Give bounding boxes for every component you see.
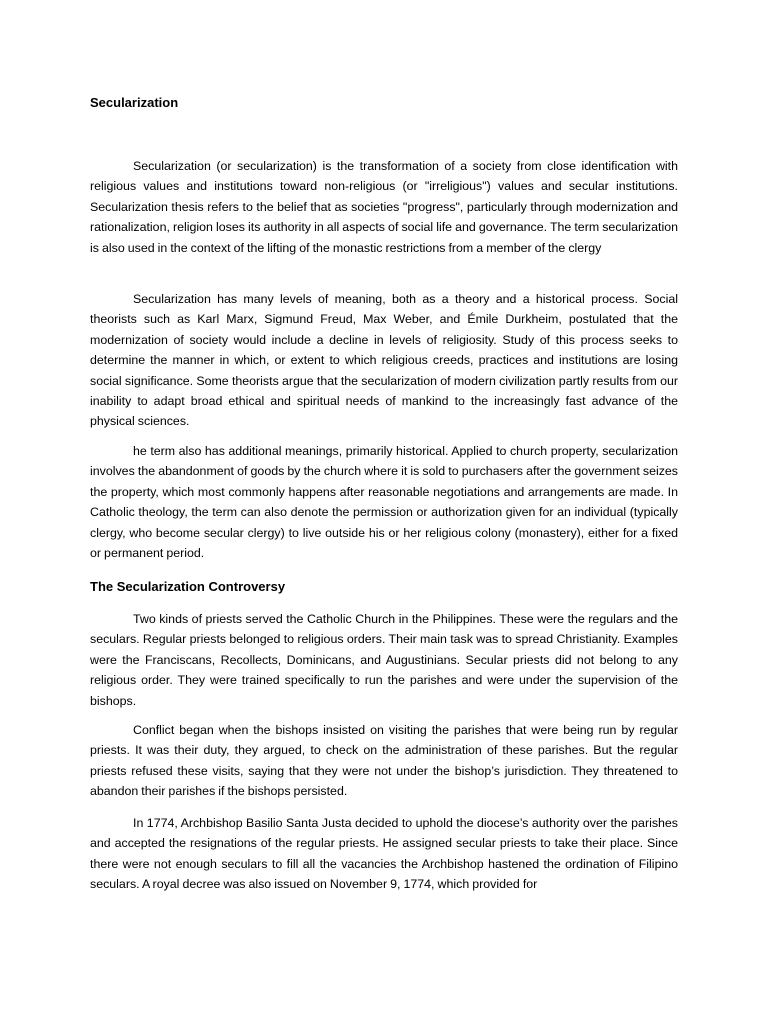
- paragraph-conflict: Conflict began when the bishops insisted on visiting the parishes that were being run by regular priests. It was their duty, they argued, to check on the administration of these parishes. But the regular priests refused these visits, saying that they were not under the bishop’s jurisdiction. They threatened to abandon their parishes if the bishops persisted.: [90, 723, 678, 799]
- paragraph-definition: Secularization (or secularization) is the transformation of a society from close identification with religious values and institutions toward non-religious (or "irreligious") values and secular institutions. Secularization thesis refers to the belief that as societies "progress", particularly through modernization and rationalization, religion loses its authority in all aspects of social life and governance. The term secularization is also used in the context of the lifting of the monastic restrictions from a member of the clergy: [90, 159, 678, 255]
- paragraph-levels-of-meaning: Secularization has many levels of meaning, both as a theory and a historical process. Social theorists such as Karl Marx, Sigmund Freud, Max Weber, and Émile Durkheim, postulated that the modernization of society would include a decline in levels of religiosity. Study of this process seeks to determine the manner in which, or extent to which religious creeds, practices and institutions are losing social significance. Some theorists argue that the secularization of modern civilization partly results from our inability to adapt broad ethical and spiritual needs of mankind to the increasingly fast advance of the physical sciences.: [90, 292, 678, 429]
- document-title: Secularization: [90, 95, 179, 110]
- section-heading: The Secularization Controversy: [90, 579, 286, 594]
- paragraph-1774-decision: In 1774, Archbishop Basilio Santa Justa decided to uphold the diocese’s authority over the parishes and accepted the resignations of the regular priests. He assigned secular priests to take their place. Since there were not enough seculars to fill all the vacancies the Archbishop hastened the ordination of Filipino seculars. A royal decree was also issued on November 9, 1774, which provided for: [90, 816, 678, 892]
- paragraph-additional-meanings: he term also has additional meanings, primarily historical. Applied to church property, secularization involves the abandonment of goods by the church where it is sold to purchasers after the government seizes the property, which most commonly happens after reasonable negotiations and arrangements are made. In Catholic theology, the term can also denote the permission or authorization given for an individual (typically clergy, who become secular clergy) to live outside his or her religious colony (monastery), either for a fixed or permanent period.: [90, 444, 678, 561]
- paragraph-two-kinds-of-priests: Two kinds of priests served the Catholic Church in the Philippines. These were the regulars and the seculars. Regular priests belonged to religious orders. Their main task was to spread Christianity. Examples were the Franciscans, Recollects, Dominicans, and Augustinians. Secular priests did not belong to any religious order. They were trained specifically to run the parishes and were under the supervision of the bishops.: [90, 612, 678, 708]
